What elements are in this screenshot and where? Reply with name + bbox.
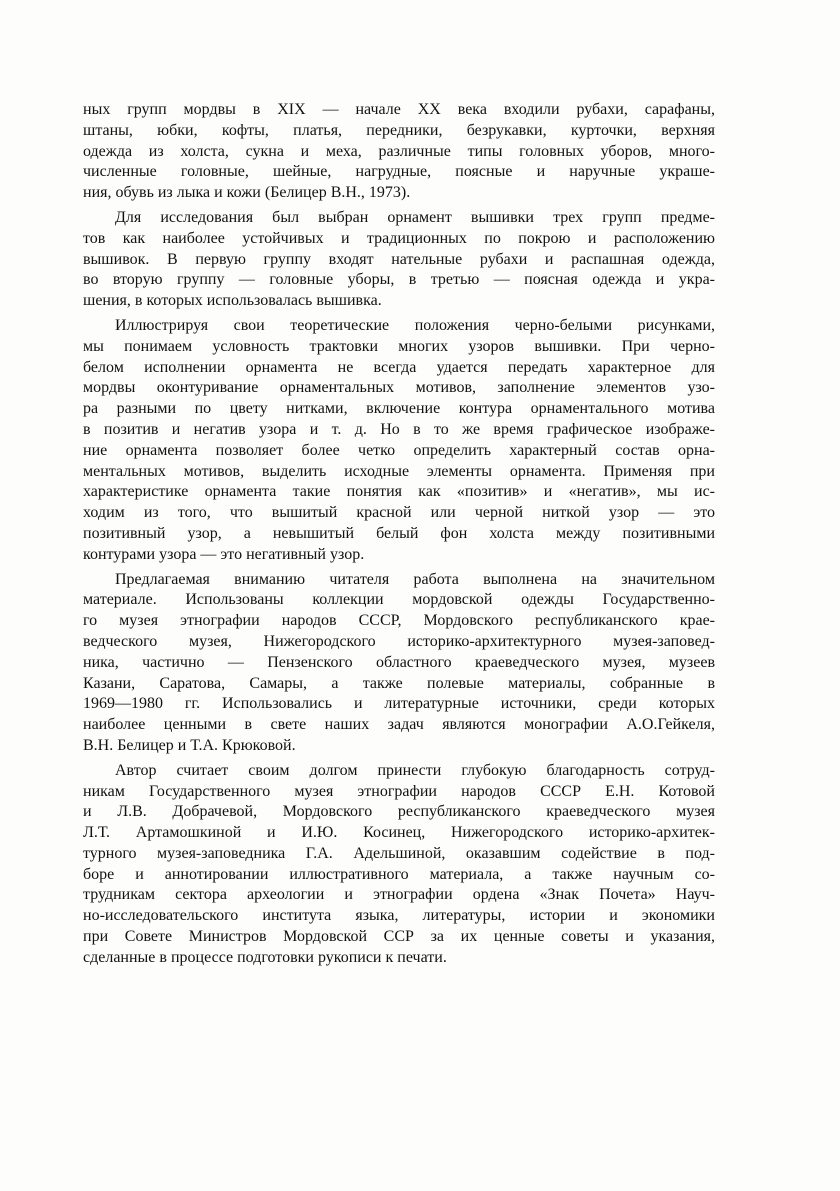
text-line: турного музея-заповедника Г.А. Адельшиной, оказавшим содействие в под- — [83, 844, 715, 862]
text-line: Казани, Саратова, Самары, а также полевые материалы, собранные в — [83, 674, 715, 692]
text-line: в позитив и негатив узора и т. д. Но в то же время графическое изображе- — [83, 420, 715, 438]
text-line: ных групп мордвы в XIX — начале XX века входили рубахи, сарафаны, — [83, 101, 715, 118]
text-line: Предлагаемая вниманию читателя работа выполнена на значительном — [115, 570, 715, 588]
text-line: тов как наиболее устойчивых и традиционных по покрою и расположению — [83, 229, 715, 247]
text-line: Иллюстрируя свои теоретические положения черно-белыми рисунками, — [115, 316, 715, 334]
text-line: ника, частично — Пензенского областного краеведческого музея, музеев — [83, 653, 715, 671]
text-line: мы понимаем условность трактовки многих узоров вышивки. При черно- — [83, 337, 715, 355]
paragraph-3 — [83, 316, 715, 566]
text-line: В.Н. Белицер и Т.А. Крюковой. — [83, 736, 296, 754]
text-line: наиболее ценными в свете наших задач являются монографии А.О.Гейкеля, — [83, 716, 715, 734]
paragraph-1 — [83, 100, 715, 204]
text-line: ведческого музея, Нижегородского историко-архитектурного музея-заповед- — [83, 632, 715, 650]
text-line: позитивный узор, а невышитый белый фон холста между позитивными — [83, 524, 715, 542]
paragraph-5 — [83, 761, 715, 969]
text-line: численные головные, шейные, нагрудные, поясные и наручные украше- — [83, 163, 715, 181]
body-text — [83, 100, 715, 973]
text-line: шения, в которых использовалась вышивка. — [83, 292, 382, 310]
paragraph-4 — [83, 570, 715, 757]
text-line: белом исполнении орнамента не всегда удается передать характерное для — [83, 358, 715, 376]
text-line: характеристике орнамента такие понятия как «позитив» и «негатив», мы ис- — [83, 483, 715, 501]
text-line: при Совете Министров Мордовской ССР за их ценные советы и указания, — [83, 928, 715, 946]
text-line: вышивок. В первую группу входят нательные рубахи и распашная одежда, — [83, 250, 715, 268]
text-line: Для исследования был выбран орнамент вышивки трех групп предме- — [115, 208, 715, 226]
text-line: ходим из того, что вышитый красной или черной ниткой узор — это — [83, 504, 715, 522]
paragraph-2 — [83, 208, 715, 312]
text-line: но-исследовательского института языка, литературы, истории и экономики — [83, 907, 715, 925]
text-line: никам Государственного музея этнографии народов СССР Е.Н. Котовой — [83, 782, 715, 800]
text-line: мордвы оконтуривание орнаментальных мотивов, заполнение элементов узо- — [83, 379, 715, 397]
text-line: штаны, юбки, кофты, платья, передники, безрукавки, курточки, верхняя — [83, 121, 715, 139]
text-line: Л.Т. Артамошкиной и И.Ю. Косинец, Нижегородского историко-архитек- — [83, 824, 715, 842]
text-line: 1969—1980 гг. Использовались и литературные источники, среди которых — [83, 695, 715, 713]
text-line: материале. Использованы коллекции мордовской одежды Государственно- — [83, 591, 715, 609]
text-line: боре и аннотировании иллюстративного материала, а также научным со- — [83, 865, 715, 883]
text-line: ния, обувь из лыка и кожи (Белицер В.Н., 1973). — [83, 184, 411, 202]
text-line: ментальных мотивов, выделить исходные элементы орнамента. Применяя при — [83, 462, 715, 480]
text-line: одежда из холста, сукна и меха, различные типы головных уборов, много- — [83, 142, 715, 160]
text-line: сделанные в процессе подготовки рукописи к печати. — [83, 948, 447, 966]
text-line: контурами узора — это негативный узор. — [83, 545, 365, 563]
text-line: и Л.В. Добрачевой, Мордовского республиканского краеведческого музея — [83, 803, 715, 821]
text-line: трудникам сектора археологии и этнографии ордена «Знак Почета» Науч- — [83, 886, 715, 904]
text-line: Автор считает своим долгом принести глубокую благодарность сотруд- — [115, 761, 715, 779]
text-line: во вторую группу — головные уборы, в третью — поясная одежда и укра- — [83, 271, 715, 289]
text-line: ние орнамента позволяет более четко определить характерный состав орна- — [83, 441, 715, 459]
text-line: го музея этнографии народов СССР, Мордовского республиканского крае- — [83, 612, 715, 630]
text-line: ра разными по цвету нитками, включение контура орнаментального мотива — [83, 400, 715, 418]
